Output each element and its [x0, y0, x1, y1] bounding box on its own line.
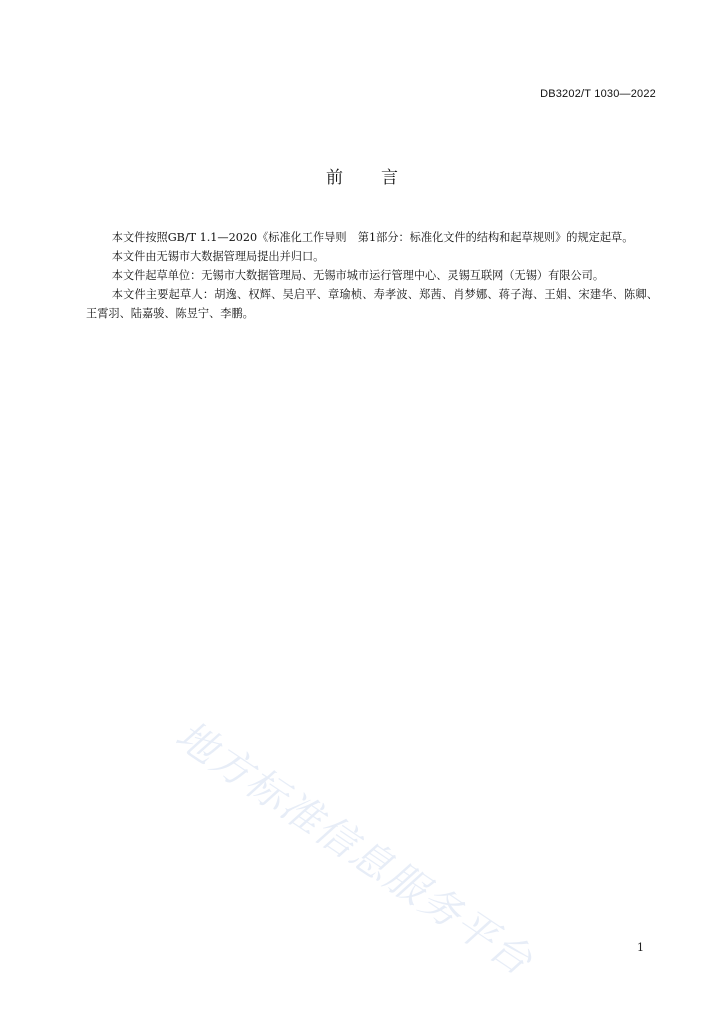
page-title-char-1: 前 — [326, 168, 343, 188]
watermark: 地方标准信息服务平台 — [167, 712, 542, 986]
page-number: 1 — [637, 941, 644, 954]
page-title — [0, 163, 724, 188]
page-title-char-2: 言 — [381, 168, 398, 188]
foreword-body — [86, 228, 658, 323]
paragraph-drafting-units: 本文件起草单位：无锡市大数据管理局、无锡市城市运行管理中心、灵锡互联网（无锡）有限公司。 — [111, 269, 605, 282]
paragraph-proposer: 本文件由无锡市大数据管理局提出并归口。 — [111, 250, 325, 263]
paragraph-drafters: 本文件主要起草人：胡逸、权辉、吴启平、章瑜桢、寿孝波、郑茜、肖梦娜、蒋子海、王娟、宋建华、陈卿、王霄羽、陆嘉骏、陈昱宁、李鹏。 — [86, 288, 658, 320]
document-code: DB3202/T 1030—2022 — [540, 88, 656, 100]
paragraph-drafting-rules: 本文件按照GB/T 1.1—2020《标准化工作导则 第1部分：标准化文件的结构和起草规则》的规定起草。 — [111, 231, 634, 244]
